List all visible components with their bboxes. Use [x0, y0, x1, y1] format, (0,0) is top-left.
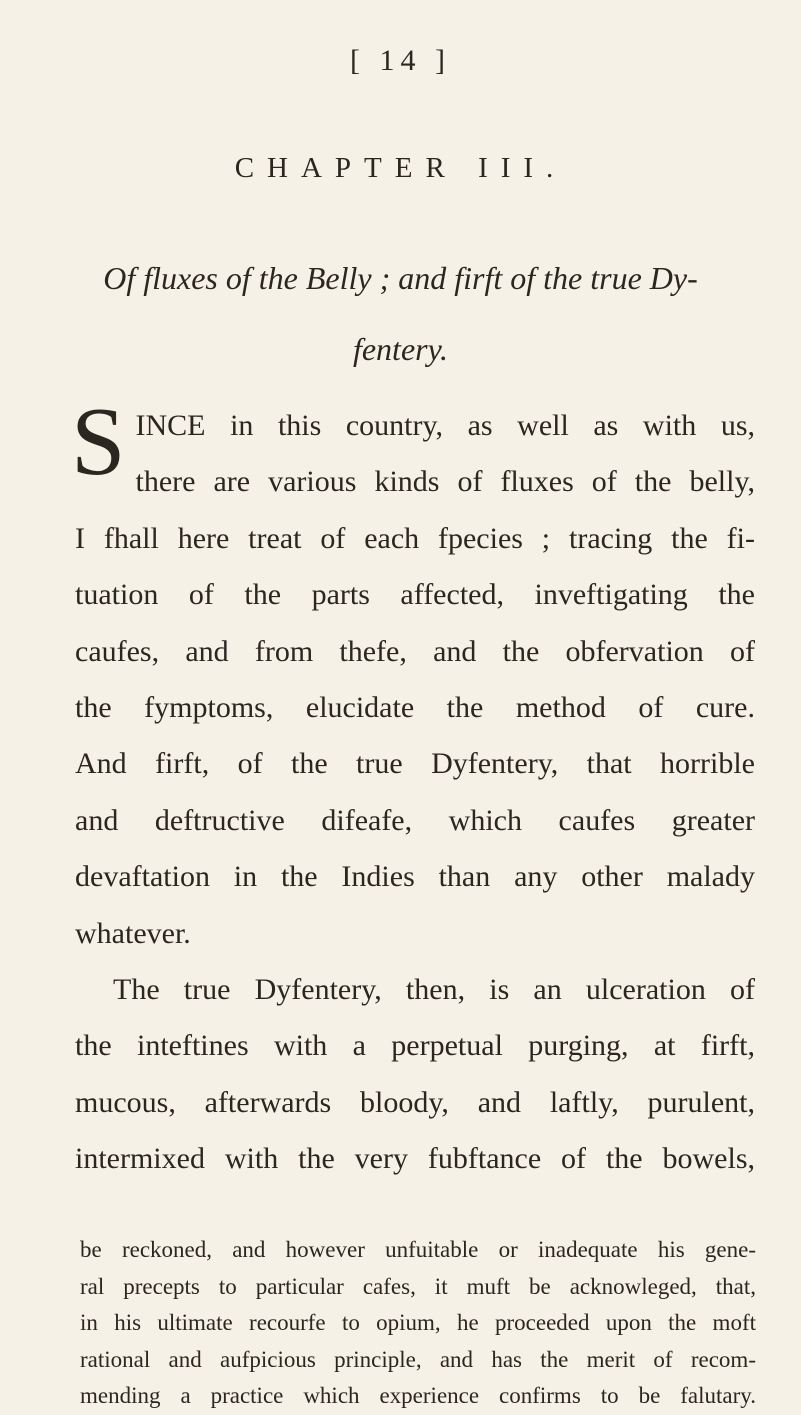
text-line: mucous, afterwards bloody, and laftly, purulent,: [75, 1085, 755, 1119]
text-line: there are various kinds of fluxes of the belly,: [135, 465, 755, 499]
footnote-line: mending a practice which experience confirms to be falutary.: [80, 1383, 756, 1408]
text-line: And firft, of the true Dyfentery, that horrible: [75, 747, 755, 781]
text-line: the fymptoms, elucidate the method of cure.: [75, 691, 755, 725]
body-text: [71, 388, 755, 1188]
text-line: and deftructive difeafe, which caufes greater: [75, 803, 755, 837]
text-line: tuation of the parts affected, inveftigating the: [75, 578, 755, 612]
chapter-subtitle-line-1: Of fluxes of the Belly ; and firft of the true Dy-: [103, 260, 698, 296]
page-number: [ 14 ]: [350, 44, 451, 77]
text-line: devaftation in the Indies than any other malady: [75, 860, 755, 894]
text-line: The true Dyfentery, then, is an ulceration of: [113, 973, 755, 1007]
chapter-heading: CHAPTER III.: [234, 152, 567, 184]
text-line: the inteftines with a perpetual purging, at firft,: [75, 1029, 755, 1063]
footnote-line: in his ultimate recourfe to opium, he proceeded upon the moft: [80, 1310, 756, 1335]
chapter-subtitle-line-2: fentery.: [352, 331, 449, 367]
footnote: [80, 1232, 756, 1415]
text-line: intermixed with the very fubftance of the bowels,: [75, 1142, 755, 1176]
paragraph-1: [71, 388, 755, 962]
text-line: caufes, and from thefe, and the obfervation of: [75, 634, 755, 668]
drop-cap: S: [71, 388, 126, 496]
text-line: I fhall here treat of each fpecies ; tracing the fi-: [75, 521, 755, 555]
paragraph-2: [75, 962, 755, 1188]
footnote-line: ral precepts to particular cafes, it muft be acknowleged, that,: [80, 1273, 756, 1299]
footnote-line: be reckoned, and however unfuitable or inadequate his gene-: [80, 1237, 756, 1262]
text-line: whatever.: [75, 916, 191, 950]
text-line: INCE in this country, as well as with us,: [135, 409, 755, 442]
footnote-line: rational and aufpicious principle, and has the merit of recom-: [80, 1346, 756, 1372]
